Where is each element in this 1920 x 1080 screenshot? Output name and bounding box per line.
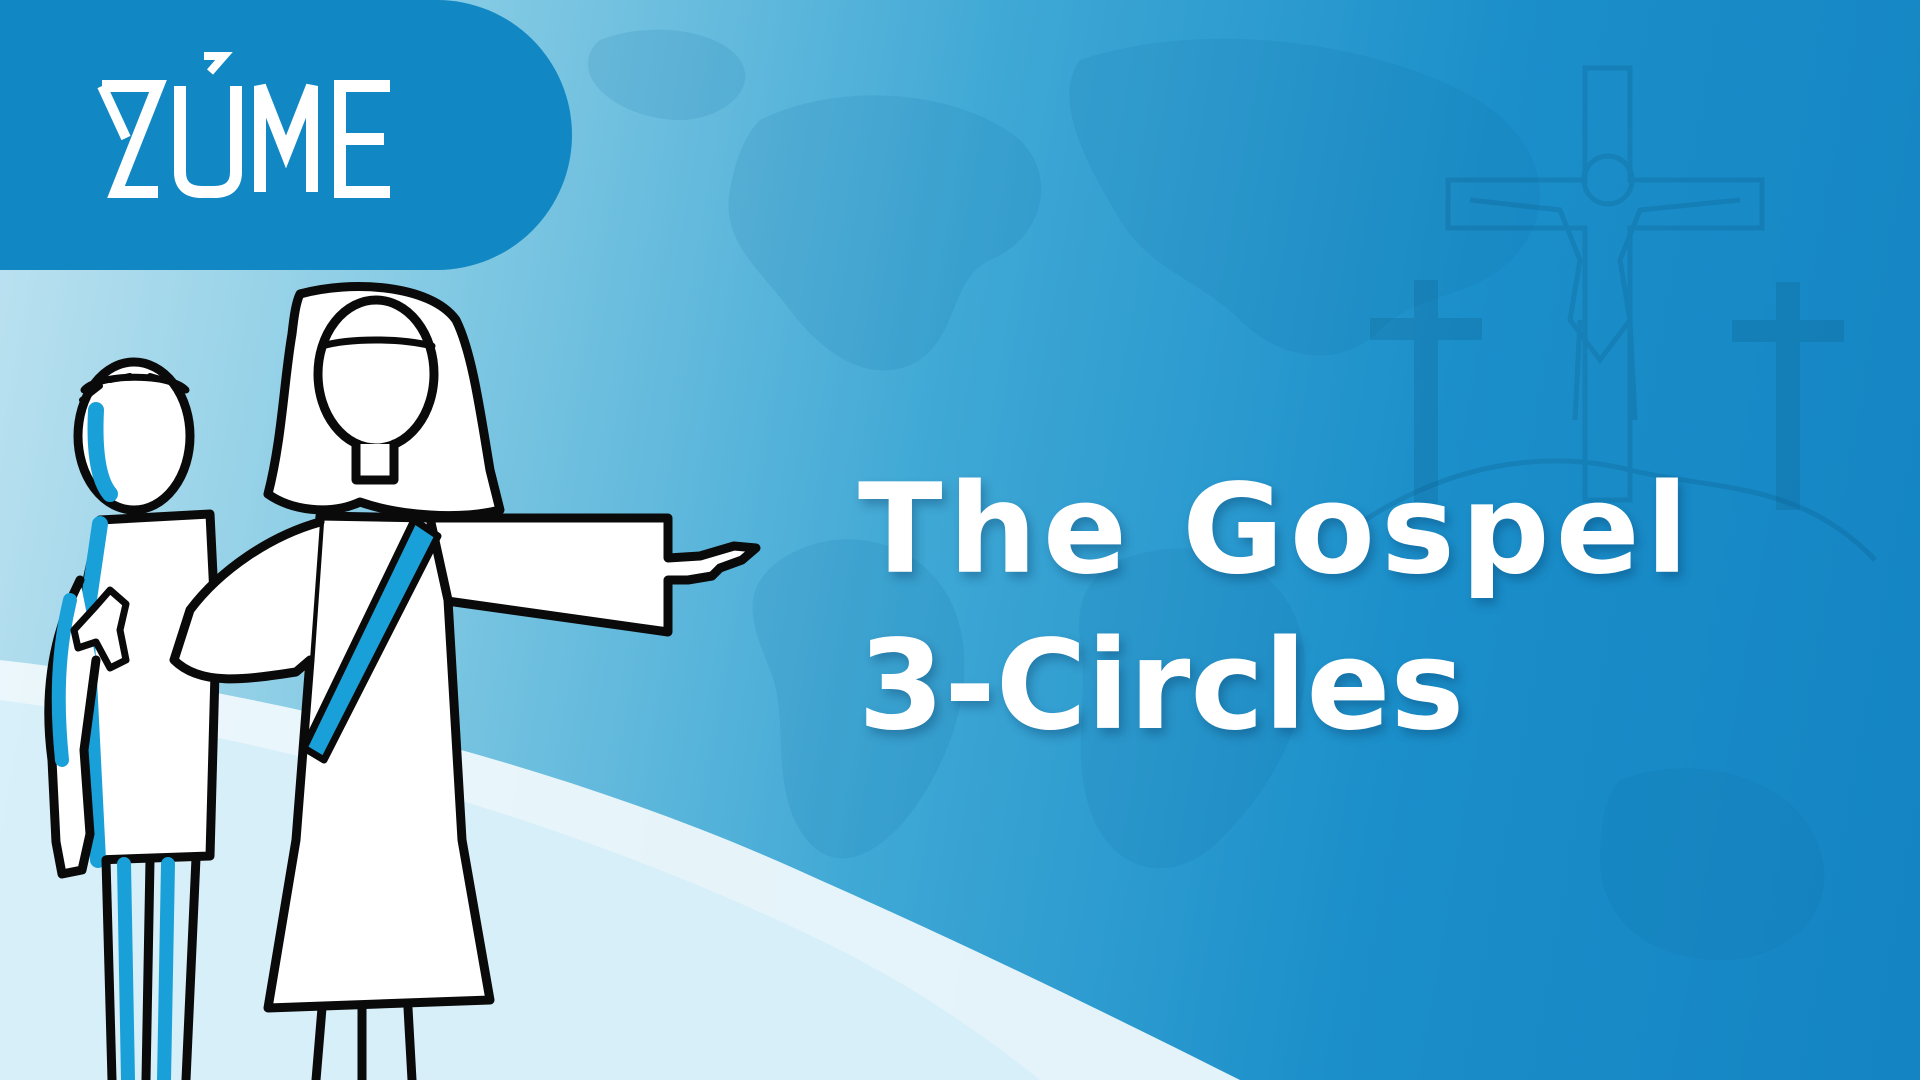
jesus-and-disciple-illustration [0,280,780,1080]
zume-logo [96,52,396,202]
logo-banner [0,0,572,270]
jesus-pointing-arm [430,518,756,632]
jesus-face [318,300,434,448]
title-line-2: 3-Circles [858,614,1465,758]
video-title [858,452,1858,764]
title-line-1: The Gospel [858,458,1695,602]
